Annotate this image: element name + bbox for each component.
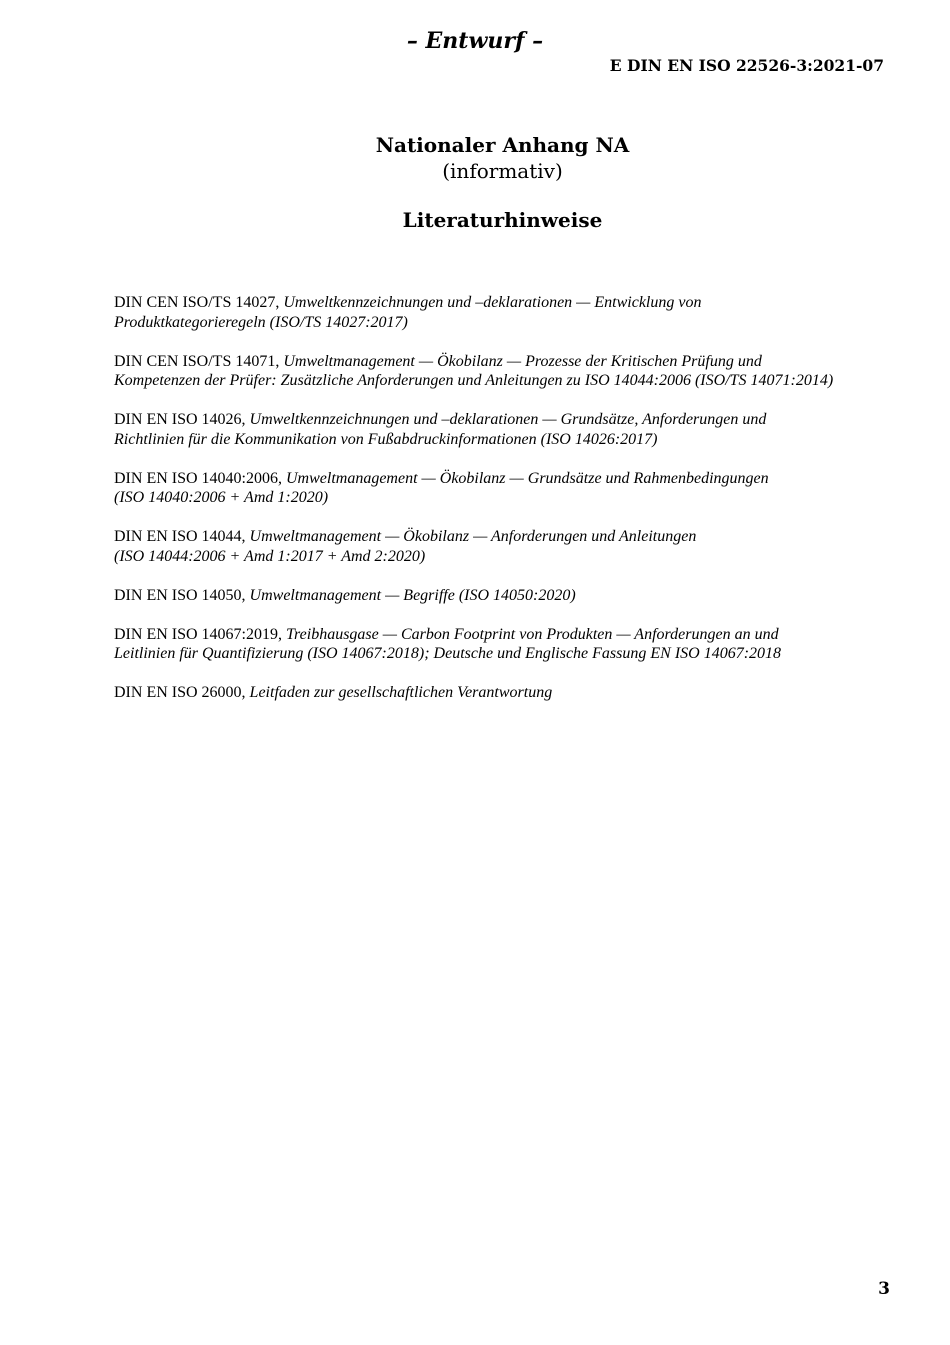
reference-title: Umweltmanagement — Ökobilanz — Grundsätze und Rahmenbedingungen (ISO 14040:2006 + Amd 1:2020) xyxy=(114,469,769,506)
reference-code: DIN EN ISO 26000, xyxy=(114,684,250,701)
reference-title: Umweltmanagement — Ökobilanz — Anforderungen und Anleitungen (ISO 14044:2006 + Amd 1:2017 + Amd 2:2020) xyxy=(114,528,697,565)
reference-list xyxy=(114,293,904,722)
reference-code: DIN EN ISO 14050, xyxy=(114,586,250,604)
reference-item xyxy=(114,586,904,606)
reference-code: DIN EN ISO 14026, xyxy=(114,411,250,428)
reference-code: DIN EN ISO 14044, xyxy=(114,528,250,545)
document-number: E DIN EN ISO 22526-3:2021-07 xyxy=(609,56,884,75)
annex-title: Nationaler Anhang NA xyxy=(375,133,630,157)
reference-item xyxy=(114,410,904,449)
reference-code: DIN CEN ISO/TS 14027, xyxy=(114,294,284,311)
reference-title: Umweltmanagement — Ökobilanz — Prozesse der Kritischen Prüfung und Kompetenzen der Prüfer: Zusätzliche Anforderungen und Anleitungen zu ISO 14044:2006 (ISO/TS 14071:2014) xyxy=(114,352,834,389)
reference-item xyxy=(114,293,904,332)
annex-subtitle: (informativ) xyxy=(442,159,563,183)
reference-item xyxy=(114,527,904,566)
draft-watermark-label: – Entwurf – xyxy=(406,28,544,54)
reference-title: Umweltkennzeichnungen und –deklarationen — Entwicklung von Produktkategorieregeln (ISO/TS 14027:2017) xyxy=(114,294,702,331)
reference-title: Treibhausgase — Carbon Footprint von Produkten — Anforderungen an und Leitlinien für Quantifizierung (ISO 14067:2018); Deutsche und Englische Fassung EN ISO 14067:2018 xyxy=(114,625,782,662)
reference-item xyxy=(114,469,904,508)
reference-code: DIN EN ISO 14040:2006, xyxy=(114,469,286,487)
reference-item xyxy=(114,352,904,391)
reference-item xyxy=(114,683,904,703)
page-number: 3 xyxy=(878,1279,890,1299)
bibliography-heading: Literaturhinweise xyxy=(402,208,603,232)
reference-title: Leitfaden zur gesellschaftlichen Verantwortung xyxy=(249,684,553,701)
reference-code: DIN CEN ISO/TS 14071, xyxy=(114,352,284,370)
reference-title: Umweltmanagement — Begriffe (ISO 14050:2020) xyxy=(249,586,576,604)
reference-item xyxy=(114,625,904,664)
reference-title: Umweltkennzeichnungen und –deklarationen — Grundsätze, Anforderungen und Richtlinien für die Kommunikation von Fußabdruckinformationen (ISO 14026:2017) xyxy=(114,411,767,448)
reference-code: DIN EN ISO 14067:2019, xyxy=(114,625,286,643)
